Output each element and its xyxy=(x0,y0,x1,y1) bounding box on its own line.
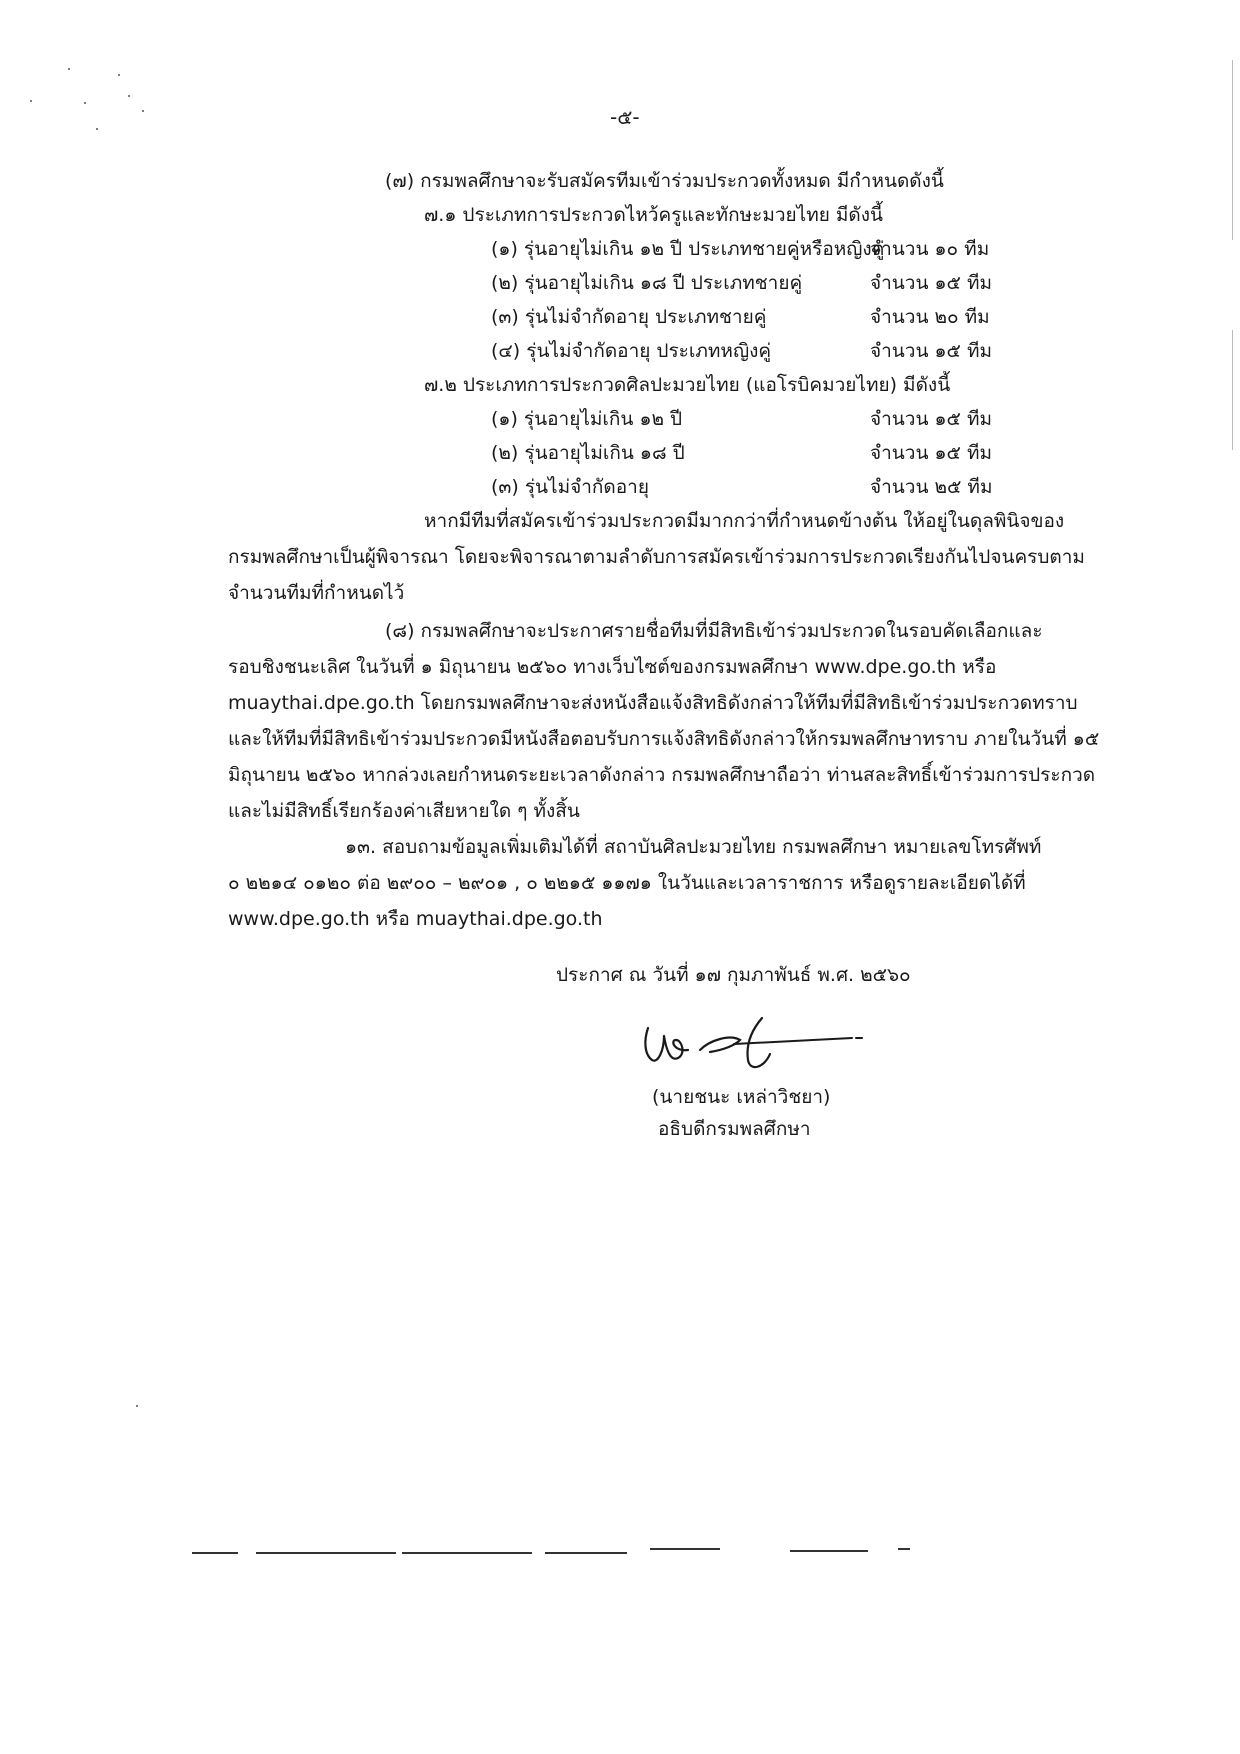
signature xyxy=(630,1010,870,1080)
scan-line xyxy=(790,1550,868,1552)
item8-line: มิถุนายน ๒๕๖๐ หากล่วงเลยกำหนดระยะเวลาดังกล่าว กรมพลศึกษาถือว่า ท่านสละสิทธิ์เข้าร่วมการประกวด xyxy=(228,764,1096,786)
scan-speck xyxy=(118,74,120,76)
item7-2-row-label: (๓) รุ่นไม่จำกัดอายุ xyxy=(491,476,649,498)
item7-1-row-label: (๓) รุ่นไม่จำกัดอายุ ประเภทชายคู่ xyxy=(491,306,767,328)
item13-line: www.dpe.go.th หรือ muaythai.dpe.go.th xyxy=(228,908,603,930)
signature-icon xyxy=(630,1010,870,1080)
scan-speck xyxy=(30,100,32,102)
item7-2-row-label: (๑) รุ่นอายุไม่เกิน ๑๒ ปี xyxy=(491,408,683,430)
item7-1-row-amount: จำนวน ๒๐ ทีม xyxy=(870,306,990,328)
item8-line: muaythai.dpe.go.th โดยกรมพลศึกษาจะส่งหนังสือแจ้งสิทธิดังกล่าวให้ทีมที่มีสิทธิเข้าร่วมประกวดทราบ xyxy=(228,692,1078,714)
item7-1-row-label: (๒) รุ่นอายุไม่เกิน ๑๘ ปี ประเภทชายคู่ xyxy=(491,272,803,294)
scan-speck xyxy=(142,110,144,112)
item7-2-row-amount: จำนวน ๑๕ ทีม xyxy=(870,442,993,464)
item7-1-row-amount: จำนวน ๑๕ ทีม xyxy=(870,340,993,362)
scan-speck xyxy=(84,102,86,104)
item7-2-row-amount: จำนวน ๒๕ ทีม xyxy=(870,476,993,498)
item7-note-line: กรมพลศึกษาเป็นผู้พิจารณา โดยจะพิจารณาตามลำดับการสมัครเข้าร่วมการประกวดเรียงกันไปจนครบตาม xyxy=(228,546,1085,568)
scan-speck xyxy=(68,68,70,70)
scan-line xyxy=(650,1548,720,1550)
item8-line: และไม่มีสิทธิ์เรียกร้องค่าเสียหายใด ๆ ทั้งสิ้น xyxy=(228,800,580,822)
scan-speck xyxy=(96,128,98,130)
item7-2-row-label: (๒) รุ่นอายุไม่เกิน ๑๘ ปี xyxy=(491,442,685,464)
page-number: -๕- xyxy=(610,105,640,129)
item7-2-row-amount: จำนวน ๑๕ ทีม xyxy=(870,408,993,430)
signer-title: อธิบดีกรมพลศึกษา xyxy=(658,1118,811,1140)
item7-2-heading: ๗.๒ ประเภทการประกวดศิลปะมวยไทย (แอโรบิคมวยไทย) มีดังนี้ xyxy=(424,374,951,396)
scan-line xyxy=(545,1552,627,1554)
item7-heading: (๗) กรมพลศึกษาจะรับสมัครทีมเข้าร่วมประกวดทั้งหมด มีกำหนดดังนี้ xyxy=(385,170,944,192)
item8-line: รอบชิงชนะเลิศ ในวันที่ ๑ มิถุนายน ๒๕๖๐ ทางเว็บไซต์ของกรมพลศึกษา www.dpe.go.th หรือ xyxy=(228,656,997,678)
item7-1-row-label: (๔) รุ่นไม่จำกัดอายุ ประเภทหญิงคู่ xyxy=(491,340,772,362)
item7-note-line: หากมีทีมที่สมัครเข้าร่วมประกวดมีมากกว่าที่กำหนดข้างต้น ให้อยู่ในดุลพินิจของ xyxy=(424,510,1065,532)
item13-line: ๐ ๒๒๑๔ ๐๑๒๐ ต่อ ๒๙๐๐ – ๒๙๐๑ , ๐ ๒๒๑๕ ๑๑๗๑ ในวันและเวลาราชการ หรือดูรายละเอียดได้ที่ xyxy=(228,872,1026,894)
scan-line xyxy=(898,1548,910,1550)
scan-edge-mark xyxy=(1232,60,1233,240)
item7-1-row-label: (๑) รุ่นอายุไม่เกิน ๑๒ ปี ประเภทชายคู่หรือหญิงคู่ xyxy=(491,238,885,260)
scan-edge-mark xyxy=(1232,330,1233,450)
item7-note-line: จำนวนทีมที่กำหนดไว้ xyxy=(228,582,405,604)
scan-line xyxy=(256,1552,396,1554)
scan-line xyxy=(402,1552,532,1554)
item7-1-row-amount: จำนวน ๑๐ ทีม xyxy=(870,238,990,260)
signer-name: (นายชนะ เหล่าวิชยา) xyxy=(652,1086,831,1108)
item7-1-row-amount: จำนวน ๑๕ ทีม xyxy=(870,272,993,294)
item7-1-heading: ๗.๑ ประเภทการประกวดไหว้ครูและทักษะมวยไทย มีดังนี้ xyxy=(424,204,884,226)
item13-line: ๑๓. สอบถามข้อมูลเพิ่มเติมได้ที่ สถาบันศิลปะมวยไทย กรมพลศึกษา หมายเลขโทรศัพท์ xyxy=(345,836,1042,858)
announcement-date: ประกาศ ณ วันที่ ๑๗ กุมภาพันธ์ พ.ศ. ๒๕๖๐ xyxy=(556,964,911,986)
scan-line xyxy=(192,1552,238,1554)
item8-line: (๘) กรมพลศึกษาจะประกาศรายชื่อทีมที่มีสิทธิเข้าร่วมประกวดในรอบคัดเลือกและ xyxy=(385,620,1043,642)
item8-line: และให้ทีมที่มีสิทธิเข้าร่วมประกวดมีหนังสือตอบรับการแจ้งสิทธิดังกล่าวให้กรมพลศึกษาทราบ ภายในวันที่ ๑๕ xyxy=(228,728,1100,750)
scan-speck xyxy=(136,1405,138,1407)
scan-speck xyxy=(128,95,130,97)
